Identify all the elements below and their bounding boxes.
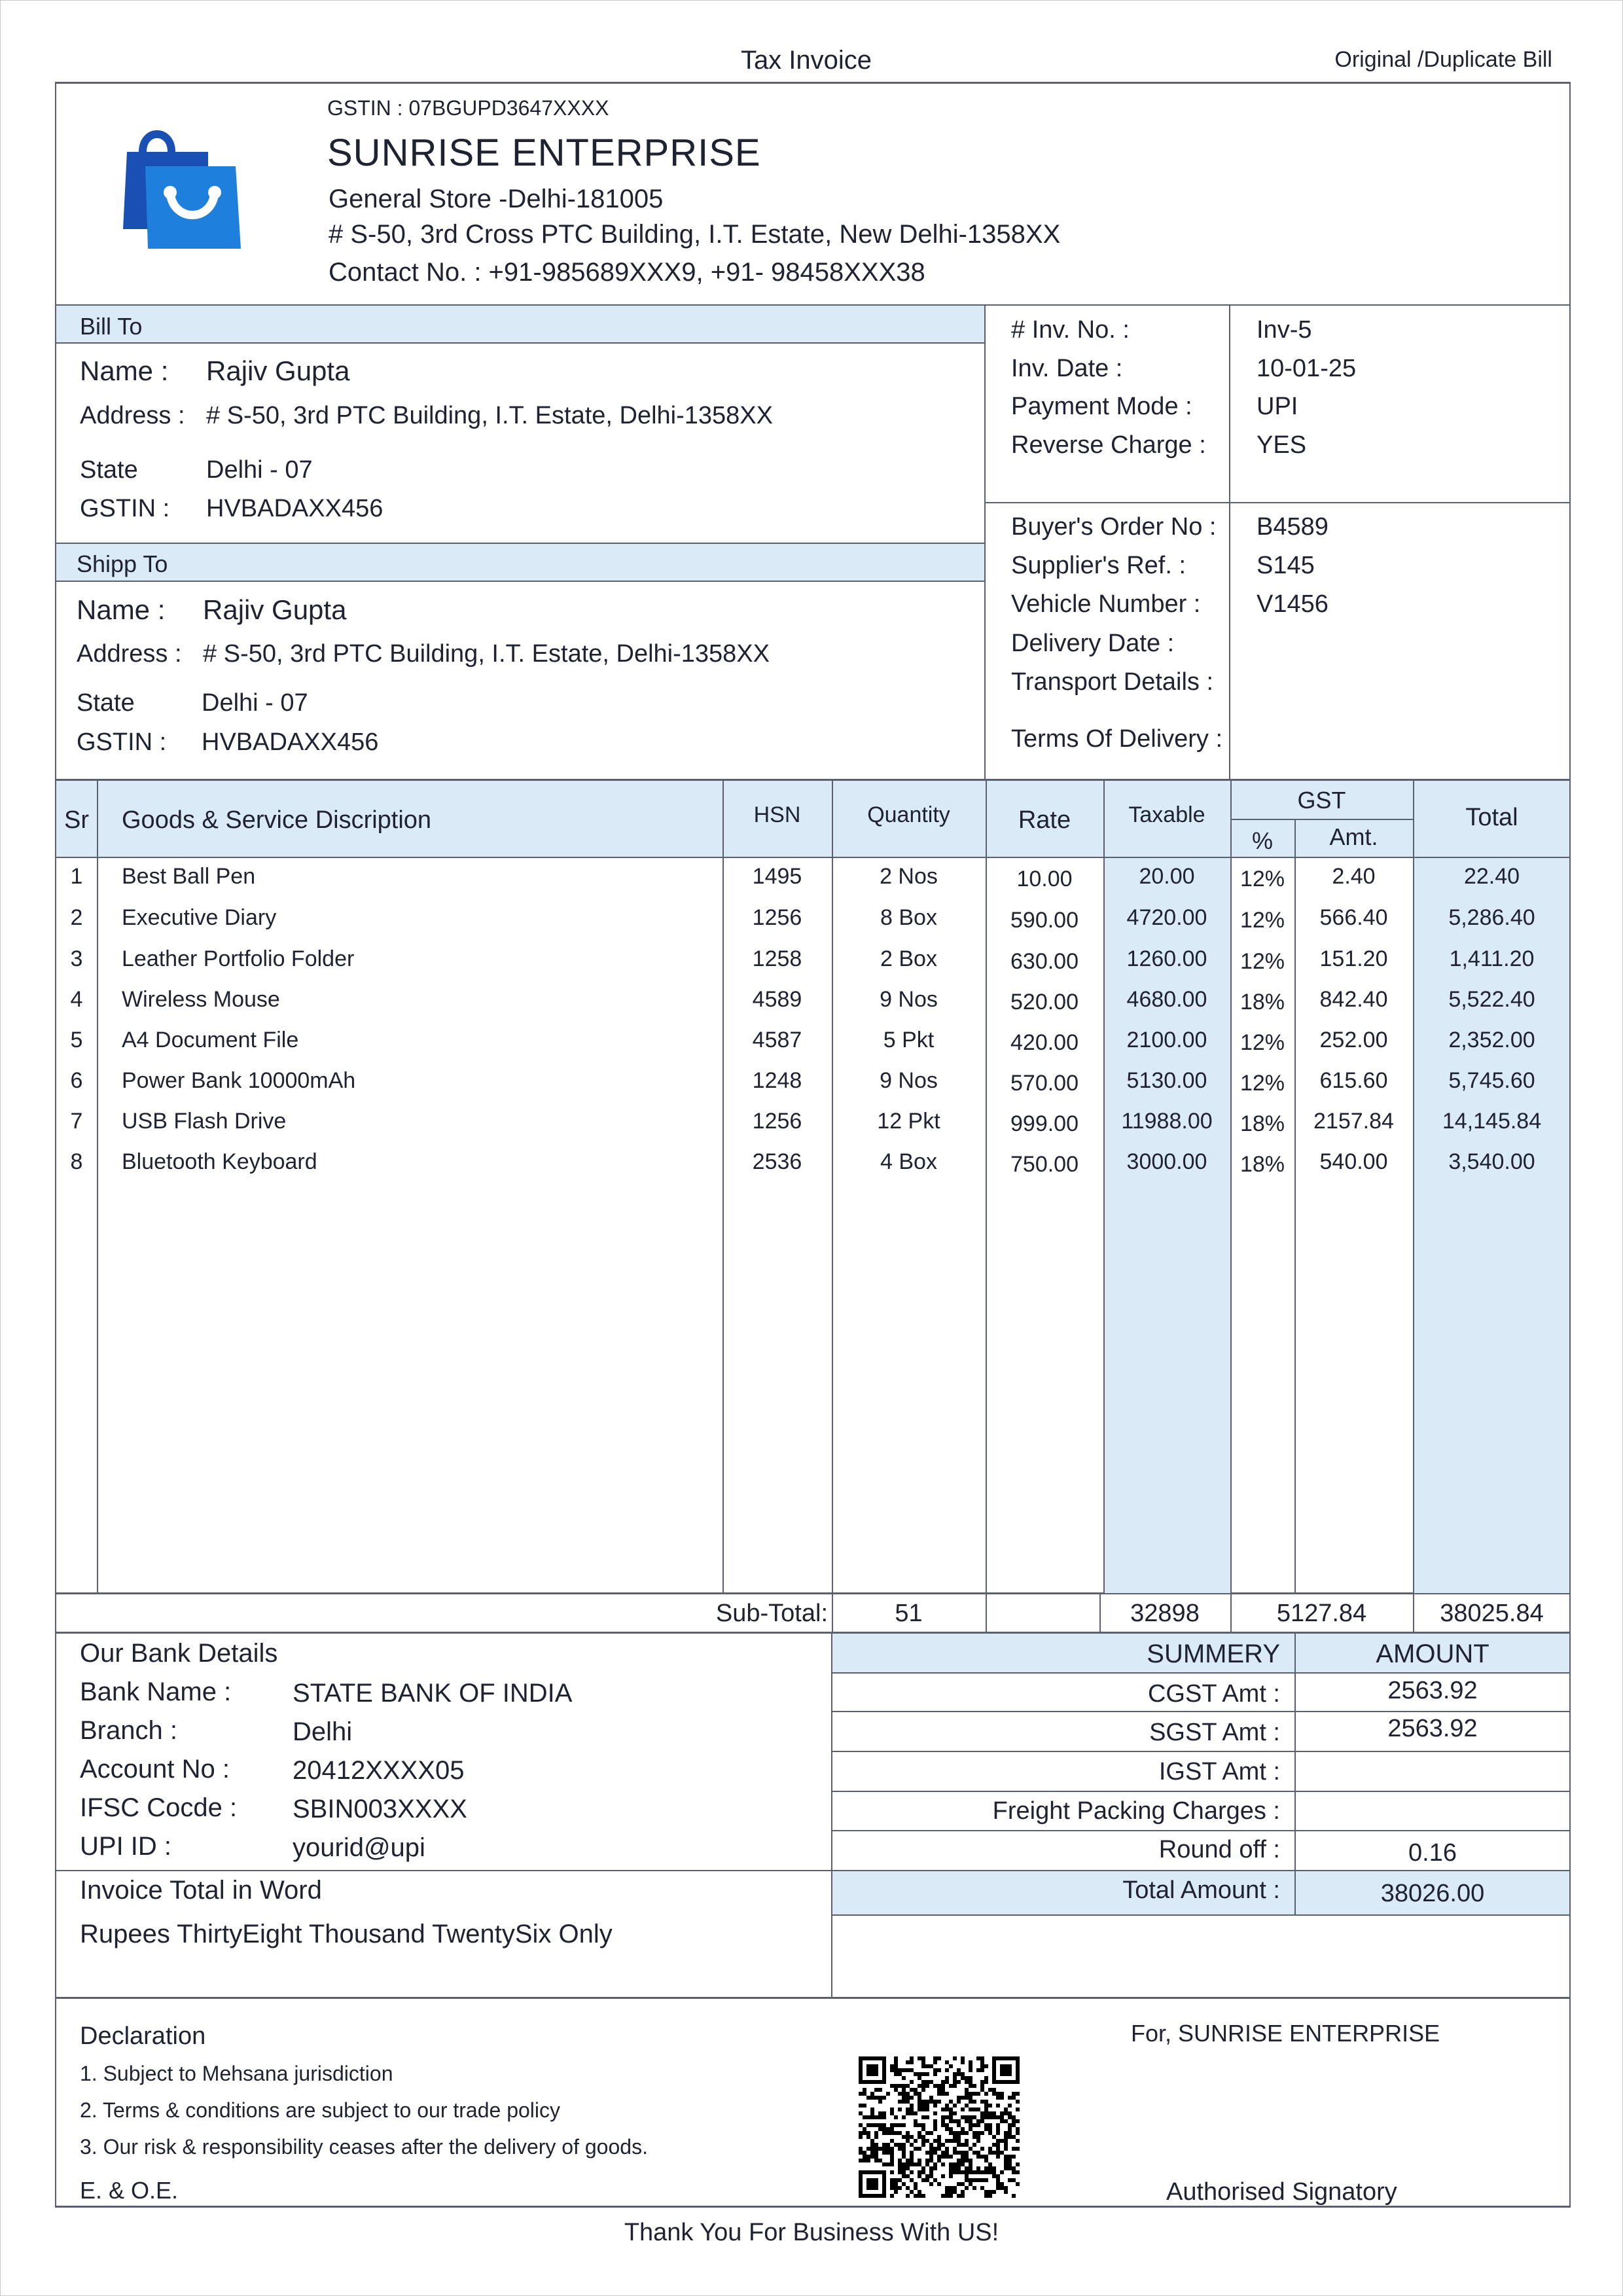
- cell-taxable: 20.00: [1139, 864, 1195, 889]
- subtotal-gst-amount: 5127.84: [1276, 1600, 1367, 1627]
- cell-gst-percent: 12%: [1240, 867, 1285, 891]
- subtotal-label: Sub-Total:: [715, 1600, 828, 1627]
- cell-gst-percent: 18%: [1240, 990, 1285, 1014]
- total-amount: 38026.00: [1380, 1880, 1485, 1907]
- amount-in-words-heading: Invoice Total in Word: [80, 1876, 322, 1905]
- bill-to-name: Rajiv Gupta: [206, 355, 350, 386]
- eoe-note: E. & O.E.: [80, 2177, 179, 2204]
- ifsc-code: SBIN003XXXX: [293, 1795, 467, 1823]
- reverse-charge: YES: [1257, 431, 1307, 459]
- bill-to-address: # S-50, 3rd PTC Building, I.T. Estate, Delhi-1358XX: [206, 402, 773, 429]
- total-amount-label: Total Amount :: [1122, 1876, 1280, 1904]
- cell-total: 1,411.20: [1449, 946, 1535, 971]
- sgst-amount: 2563.92: [1387, 1715, 1478, 1742]
- cell-gst-percent: 18%: [1240, 1152, 1285, 1177]
- cell-total: 3,540.00: [1448, 1149, 1535, 1174]
- cell-gst-amount: 2.40: [1332, 864, 1376, 889]
- cell-taxable: 3000.00: [1126, 1149, 1207, 1174]
- cell-gst-amount: 151.20: [1319, 946, 1388, 971]
- subtotal-taxable: 32898: [1130, 1600, 1200, 1627]
- summary-heading: SUMMERY: [1147, 1640, 1280, 1668]
- declaration-heading: Declaration: [80, 2022, 206, 2050]
- cell-gst-percent: 12%: [1240, 949, 1285, 974]
- authorised-signatory: Authorised Signatory: [1166, 2178, 1397, 2206]
- bill-to-name-label: Name :: [80, 355, 169, 386]
- suppliers-ref-label: Supplier's Ref. :: [1011, 552, 1186, 579]
- summary-row-divider: [832, 1830, 1569, 1831]
- freight-label: Freight Packing Charges :: [992, 1797, 1280, 1825]
- upi-id: yourid@upi: [293, 1833, 425, 1862]
- ship-to-name: Rajiv Gupta: [203, 594, 347, 625]
- company-contact: Contact No. : +91-985689XXX9, +91- 98458XXX38: [329, 258, 925, 287]
- cell-taxable: 4680.00: [1126, 987, 1207, 1012]
- summary-amount-heading: AMOUNT: [1376, 1640, 1489, 1668]
- cell-gst-amount: 2157.84: [1313, 1109, 1394, 1134]
- declaration-item: 2. Terms & conditions are subject to our trade policy: [80, 2098, 560, 2122]
- invoice-date: 10-01-25: [1257, 355, 1357, 382]
- for-company: For, SUNRISE ENTERPRISE: [1131, 2020, 1440, 2047]
- invoice-number: Inv-5: [1257, 316, 1312, 344]
- cell-sr: 6: [70, 1068, 83, 1093]
- cell-rate: 999.00: [1010, 1111, 1079, 1136]
- cell-gst-percent: 12%: [1240, 1071, 1285, 1096]
- ifsc-label: IFSC Cocde :: [80, 1793, 238, 1822]
- transport-details-label: Transport Details :: [1011, 668, 1214, 696]
- cell-total: 22.40: [1463, 864, 1520, 889]
- shopping-bag-smile-icon: [105, 124, 242, 252]
- account-number-label: Account No :: [80, 1755, 230, 1784]
- company-subtitle: General Store -Delhi-181005: [329, 185, 664, 213]
- payment-mode: UPI: [1257, 393, 1298, 420]
- cell-quantity: 2 Box: [880, 946, 937, 971]
- header-sr: Sr: [64, 806, 89, 834]
- cell-taxable: 2100.00: [1126, 1028, 1207, 1052]
- column-divider: [986, 1594, 987, 1632]
- cell-rate: 570.00: [1010, 1071, 1079, 1096]
- ship-to-name-label: Name :: [77, 594, 166, 625]
- cell-taxable: 11988.00: [1121, 1109, 1213, 1134]
- buyers-order-label: Buyer's Order No :: [1011, 513, 1217, 541]
- buyers-order: B4589: [1257, 513, 1329, 541]
- invoice-date-label: Inv. Date :: [1011, 355, 1123, 382]
- header-gst-percent: %: [1251, 827, 1273, 854]
- summary-row-divider: [832, 1870, 1569, 1871]
- header-total: Total: [1465, 804, 1518, 831]
- cell-description: Executive Diary: [122, 905, 277, 930]
- copy-label: Original /Duplicate Bill: [1334, 47, 1552, 72]
- thank-you-note: Thank You For Business With US!: [624, 2219, 999, 2246]
- gst-subheader-divider: [1230, 819, 1413, 820]
- cell-description: Best Ball Pen: [122, 864, 256, 889]
- branch-label: Branch :: [80, 1716, 177, 1745]
- cell-sr: 2: [70, 905, 83, 930]
- reverse-charge-label: Reverse Charge :: [1011, 431, 1206, 459]
- ship-to-gstin-label: GSTIN :: [77, 728, 167, 756]
- bill-to-state-label: State: [80, 456, 138, 484]
- column-divider: [1230, 780, 1232, 1594]
- cell-taxable: 4720.00: [1126, 905, 1207, 930]
- bill-to-address-label: Address :: [80, 402, 185, 429]
- vehicle-number-label: Vehicle Number :: [1011, 590, 1201, 618]
- cell-rate: 590.00: [1010, 908, 1079, 933]
- cell-sr: 1: [70, 864, 83, 889]
- account-number: 20412XXXX05: [293, 1756, 465, 1785]
- invoice-number-label: # Inv. No. :: [1011, 316, 1130, 344]
- cell-hsn: 4587: [752, 1028, 802, 1052]
- branch: Delhi: [293, 1717, 353, 1746]
- cell-taxable: 5130.00: [1126, 1068, 1207, 1093]
- column-divider: [97, 780, 98, 1594]
- header-gst: GST: [1297, 787, 1346, 814]
- cell-gst-percent: 12%: [1240, 908, 1285, 933]
- header-hsn: HSN: [753, 802, 801, 827]
- cell-rate: 630.00: [1010, 949, 1079, 974]
- cell-sr: 3: [70, 946, 83, 971]
- cell-gst-amount: 566.40: [1319, 905, 1388, 930]
- cell-hsn: 1248: [752, 1068, 802, 1093]
- ship-to-gstin: HVBADAXX456: [202, 728, 379, 756]
- cell-rate: 520.00: [1010, 990, 1079, 1014]
- cell-hsn: 1258: [752, 946, 802, 971]
- cell-gst-percent: 18%: [1240, 1111, 1285, 1136]
- header-divider: [56, 857, 1569, 858]
- sgst-label: SGST Amt :: [1149, 1719, 1280, 1746]
- cell-sr: 5: [70, 1028, 83, 1052]
- ship-to-state: Delhi - 07: [202, 689, 308, 717]
- suppliers-ref: S145: [1257, 552, 1315, 579]
- cell-gst-amount: 252.00: [1319, 1028, 1388, 1052]
- column-divider: [1103, 780, 1105, 1594]
- summary-row-divider: [832, 1914, 1569, 1916]
- bill-to-heading: Bill To: [80, 313, 143, 340]
- cell-quantity: 2 Nos: [880, 864, 938, 889]
- ship-to-address-label: Address :: [77, 640, 182, 668]
- terms-of-delivery-label: Terms Of Delivery :: [1011, 725, 1223, 753]
- bank-details-heading: Our Bank Details: [80, 1639, 278, 1668]
- delivery-date-label: Delivery Date :: [1011, 630, 1175, 657]
- summary-row-divider: [832, 1751, 1569, 1752]
- bill-to-gstin: HVBADAXX456: [206, 495, 383, 522]
- cell-gst-amount: 615.60: [1319, 1068, 1388, 1093]
- bank-name: STATE BANK OF INDIA: [293, 1679, 573, 1708]
- cell-quantity: 4 Box: [880, 1149, 937, 1174]
- cell-gst-percent: 12%: [1240, 1030, 1285, 1055]
- summary-divider: [1294, 1634, 1296, 1915]
- cell-hsn: 1495: [752, 864, 802, 889]
- column-divider: [986, 780, 987, 1594]
- company-name: SUNRISE ENTERPRISE: [327, 132, 761, 174]
- items-table: [55, 779, 1571, 1594]
- vehicle-number: V1456: [1257, 590, 1329, 618]
- column-divider: [722, 780, 724, 1594]
- cell-rate: 750.00: [1010, 1152, 1079, 1177]
- seller-gstin: GSTIN : 07BGUPD3647XXXX: [327, 96, 609, 120]
- bill-to-state: Delhi - 07: [206, 456, 313, 484]
- cell-quantity: 9 Nos: [880, 1068, 938, 1093]
- cell-description: Bluetooth Keyboard: [122, 1149, 317, 1174]
- ship-to-state-label: State: [77, 689, 135, 717]
- ship-to-band: [55, 543, 986, 582]
- cell-taxable: 1260.00: [1126, 946, 1207, 971]
- round-off-amount: 0.16: [1408, 1839, 1457, 1867]
- cell-description: A4 Document File: [122, 1028, 299, 1052]
- header-rate: Rate: [1018, 806, 1071, 834]
- cell-hsn: 2536: [752, 1149, 802, 1174]
- document-title-text: Tax Invoice: [740, 46, 872, 75]
- qr-code-icon: [859, 2056, 1020, 2198]
- section-divider: [56, 1870, 831, 1871]
- cell-description: Power Bank 10000mAh: [122, 1068, 356, 1093]
- cell-total: 2,352.00: [1448, 1028, 1535, 1052]
- cell-gst-amount: 842.40: [1319, 987, 1388, 1012]
- cell-rate: 10.00: [1016, 867, 1073, 891]
- meta-divider: [1229, 306, 1230, 780]
- cell-description: Leather Portfolio Folder: [122, 946, 355, 971]
- bill-to-gstin-label: GSTIN :: [80, 495, 170, 522]
- cell-sr: 7: [70, 1109, 83, 1134]
- cell-sr: 4: [70, 987, 83, 1012]
- cell-total: 5,286.40: [1448, 905, 1535, 930]
- section-divider: [831, 1632, 832, 1998]
- party-section: [55, 304, 986, 780]
- bill-to-band: [55, 304, 986, 344]
- cell-hsn: 1256: [752, 1109, 802, 1134]
- cell-hsn: 4589: [752, 987, 802, 1012]
- declaration-item: 3. Our risk & responsibility ceases after the delivery of goods.: [80, 2135, 648, 2159]
- payment-mode-label: Payment Mode :: [1011, 393, 1192, 420]
- cgst-label: CGST Amt :: [1147, 1680, 1280, 1708]
- cell-description: Wireless Mouse: [122, 987, 280, 1012]
- subtotal-quantity: 51: [895, 1600, 923, 1627]
- igst-label: IGST Amt :: [1158, 1758, 1280, 1785]
- summary-row-divider: [832, 1711, 1569, 1712]
- cell-description: USB Flash Drive: [122, 1109, 287, 1134]
- column-divider: [832, 780, 833, 1594]
- header-quantity: Quantity: [867, 802, 950, 827]
- cell-quantity: 12 Pkt: [877, 1109, 940, 1134]
- cell-total: 5,522.40: [1448, 987, 1535, 1012]
- column-divider: [1413, 780, 1414, 1594]
- subtotal-total: 38025.84: [1440, 1600, 1544, 1627]
- upi-id-label: UPI ID :: [80, 1832, 172, 1861]
- amount-in-words: Rupees ThirtyEight Thousand TwentySix Only: [80, 1920, 613, 1948]
- cell-sr: 8: [70, 1149, 83, 1174]
- cgst-amount: 2563.92: [1387, 1677, 1478, 1704]
- header-description: Goods & Service Discription: [122, 806, 432, 834]
- cell-hsn: 1256: [752, 905, 802, 930]
- cell-quantity: 5 Pkt: [883, 1028, 935, 1052]
- summary-row-divider: [832, 1672, 1569, 1674]
- company-address: # S-50, 3rd Cross PTC Building, I.T. Estate, New Delhi-1358XX: [329, 220, 1061, 249]
- ship-to-address: # S-50, 3rd PTC Building, I.T. Estate, Delhi-1358XX: [203, 640, 770, 668]
- header-gst-amount: Amt.: [1329, 823, 1378, 850]
- meta-divider: [986, 502, 1571, 503]
- cell-gst-amount: 540.00: [1319, 1149, 1388, 1174]
- cell-quantity: 8 Box: [880, 905, 937, 930]
- cell-total: 5,745.60: [1448, 1068, 1535, 1093]
- ship-to-heading: Shipp To: [77, 550, 168, 577]
- column-divider: [1294, 819, 1296, 1594]
- round-off-label: Round off :: [1158, 1836, 1280, 1863]
- summary-row-divider: [832, 1791, 1569, 1792]
- cell-rate: 420.00: [1010, 1030, 1079, 1055]
- bank-name-label: Bank Name :: [80, 1677, 232, 1706]
- cell-total: 14,145.84: [1442, 1109, 1542, 1134]
- declaration-item: 1. Subject to Mehsana jurisdiction: [80, 2062, 393, 2085]
- header-taxable: Taxable: [1128, 802, 1205, 827]
- cell-quantity: 9 Nos: [880, 987, 938, 1012]
